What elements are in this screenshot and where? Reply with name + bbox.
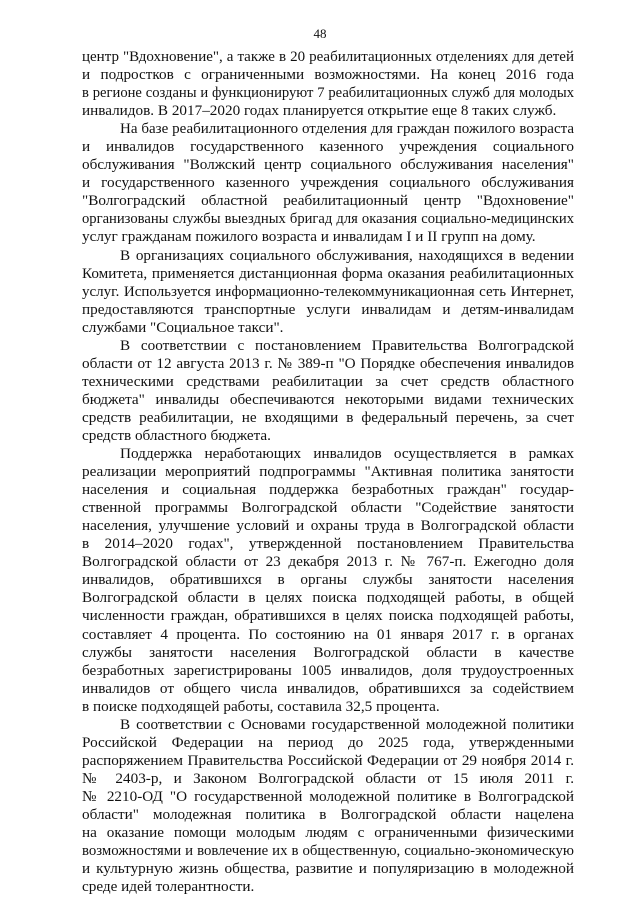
text-line: численности граждан, обратившихся в целях поиска подходящей работы, — [82, 607, 574, 625]
page-number: 48 — [313, 26, 327, 41]
document-body — [82, 48, 574, 896]
paragraph — [82, 120, 574, 246]
text-line: Комитета, применяется дистанционная форма оказания реабилитационных — [82, 264, 574, 282]
text-line: На базе реабилитационного отделения для граждан пожилого возраста — [120, 121, 574, 138]
text-line: предоставляются транспортные услуги инвалидам и детям-инвалидам — [82, 300, 574, 318]
text-line: безработных зарегистрированы 1005 инвалидов, доля трудоустроенных — [82, 661, 574, 679]
text-line: инвалидов от общего числа инвалидов, обратившихся за содействием — [82, 679, 574, 697]
text-line: В организациях социального обслуживания, находящихся в ведении — [120, 246, 574, 264]
text-line: Российской Федерации на период до 2025 года, утвержденными — [82, 733, 574, 751]
text-line: № 2403-р, и Законом Волгоградской области от 15 июля 2011 г. — [82, 769, 574, 787]
text-line: составляет 4 процента. По состоянию на 01 января 2017 г. в органах — [82, 625, 574, 643]
text-line: области" молодежная политика в Волгоградской области нацелена — [82, 805, 574, 823]
text-line: в поиске подходящей работы, составила 32,5 процента. — [82, 697, 440, 715]
text-line: Волгоградской области от 23 декабря 2013 г. № 767-п. Ежегодно доля — [82, 553, 574, 571]
text-line: населения и социальная поддержка безработных граждан" государ- — [82, 481, 574, 499]
text-line: в 2014–2020 годах", утвержденной постановлением Правительства — [82, 535, 574, 553]
text-line: средств областного бюджета. — [82, 426, 271, 444]
text-line: распоряжением Правительства Российской Федерации от 29 ноября 2014 г. — [82, 751, 574, 769]
paragraph — [82, 48, 574, 120]
paragraph — [82, 247, 574, 337]
text-line: услуг гражданам пожилого возраста и инвалидам I и II групп на дому. — [82, 228, 536, 246]
text-line: В соответствии с Основами государственной молодежной политики — [120, 715, 574, 733]
text-line: среде идей толерантности. — [82, 878, 255, 896]
text-line: ственной программы Волгоградской области "Содействие занятости — [82, 499, 574, 517]
text-line: и культурную жизнь общества, развитие и популяризацию в молодежной — [82, 860, 574, 878]
text-line: и подростков с ограниченными возможностями. На конец 2016 года — [82, 66, 574, 84]
paragraph — [82, 445, 574, 716]
text-line: услуг. Используется информационно-телекоммуникационная сеть Интернет, — [82, 283, 574, 300]
text-line: возможностями и вовлечение их в общественную, социально-экономическую — [82, 843, 574, 860]
text-line: области от 12 августа 2013 г. № 389-п "О Порядке обеспечения инвалидов — [82, 354, 574, 372]
text-line: обслуживания "Волжский центр социального обслуживания населения" — [82, 156, 574, 174]
paragraph — [82, 337, 574, 445]
text-line: службы занятости населения Волгоградской области в качестве — [82, 643, 574, 661]
text-line: организованы службы выездных бригад для оказания социально-медицинских — [82, 211, 574, 228]
text-line: № 2210-ОД "О государственной молодежной политике в Волгоградской — [82, 787, 574, 805]
text-line: и инвалидов государственного казенного учреждения социального — [82, 138, 574, 156]
text-line: в регионе созданы и функционируют 7 реабилитационных служб для молодых — [82, 85, 574, 102]
text-line: "Волгоградский областной реабилитационный центр "Вдохновение" — [82, 192, 574, 210]
text-line: техническими средствами реабилитации за счет средств областного — [82, 372, 574, 390]
text-line: инвалидов, обратившихся в органы службы занятости населения — [82, 571, 574, 589]
text-line: Волгоградской области в целях поиска подходящей работы, в общей — [82, 589, 574, 607]
text-line: реализации мероприятий подпрограммы "Активная политика занятости — [82, 463, 574, 481]
text-line: центр "Вдохновение", а также в 20 реабилитационных отделениях для детей — [82, 49, 574, 65]
text-line: инвалидов. В 2017–2020 годах планируется открытие еще 8 таких служб. — [82, 102, 557, 120]
text-line: на оказание помощи молодым людям с ограниченными физическими — [82, 824, 574, 842]
text-line: службами "Социальное такси". — [82, 318, 284, 336]
text-line: бюджета" инвалиды обеспечиваются некоторыми видами технических — [82, 390, 574, 408]
text-line: В соответствии с постановлением Правительства Волгоградской — [120, 336, 574, 354]
text-line: Поддержка неработающих инвалидов осуществляется в рамках — [120, 445, 574, 463]
text-line: населения, улучшение условий и охраны труда в Волгоградской области — [82, 517, 574, 535]
paragraph — [82, 716, 574, 896]
text-line: средств реабилитации, не входящими в федеральный перечень, за счет — [82, 408, 574, 426]
text-line: и государственного казенного учреждения социального обслуживания — [82, 174, 574, 192]
